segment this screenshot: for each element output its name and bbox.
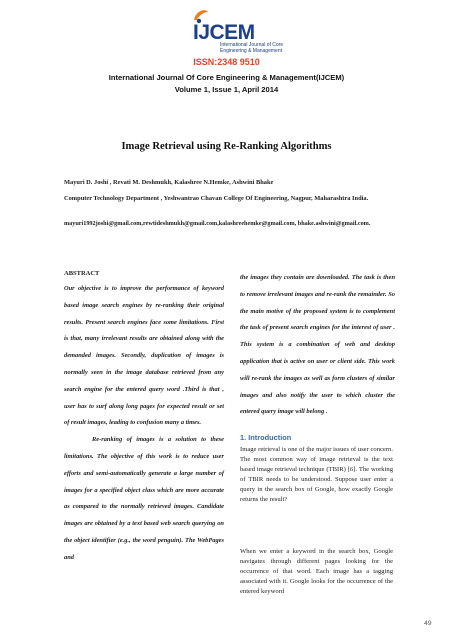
introduction-paragraph-1: Image retrieval is one of the major issues of user concern. The most common way of image retrieval is the text based image retrieval technique (TBIR) [6]. The working of TBIR needs to be understood. Suppose user enter a query in the search box of Google, how exactly Google returns the result? xyxy=(240,446,393,503)
page-number: 49 xyxy=(424,620,432,627)
logo-text: IJCEM xyxy=(193,21,255,44)
right-column xyxy=(240,270,395,421)
issn: ISSN:2348 9510 xyxy=(193,57,260,67)
paper-title: Image Retrieval using Re-Ranking Algorithms xyxy=(121,141,332,152)
svg-text:Engineering & Management: Engineering & Management xyxy=(220,48,282,54)
affiliation: Computer Technology Department , Yeshwantrao Chavan College Of Engineering, Nagpur, Maharashtra India. xyxy=(64,195,369,202)
abstract-continuation: the images they contain are downloaded. The task is then to remove irrelevant images and re-rank the remainder. So the main motive of the proposed system is to complement the task of present search engines for the interest of user . This system is a combination of web and desktop application that is active on user or client side. This work will re-rank the images as well as form clusters of similar images and also notify the user to which cluster the entered query image will belong . xyxy=(240,274,395,416)
abstract-column xyxy=(64,270,224,567)
journal-name: International Journal Of Core Engineering & Management(IJCEM) xyxy=(108,73,345,82)
abstract-paragraph-1: Our objective is to improve the performance of keyword based image search engines by re-ranking their original results. Present search engines face some limitations. First is that, many irrelevant results are obtained along with the demanded images. Secondly, duplication of images is normally seen in the image database retrieved from any search engine for the entered query word .Third is that , user has to surf along long pages for expected result or set of result images, leading to confusion many a times. xyxy=(64,285,224,427)
abstract-heading: ABSTRACT xyxy=(64,270,100,277)
ijcem-logo xyxy=(186,6,296,56)
svg-text:International Journal of Core: International Journal of Core xyxy=(220,42,284,48)
volume-issue: Volume 1, Issue 1, April 2014 xyxy=(174,85,279,94)
abstract-paragraph-2: Re-ranking of images is a solution to these limitations. The objective of this work is to reduce user efforts and semi-automatically generate a large number of images for a specified object class which are more accurate as compared to the normally retrieved images. Candidate images are obtained by a text based web search querying on the object identifier (e.g., the word penguin). The WebPages and xyxy=(64,436,224,561)
authors: Mayuri D. Joshi , Revati M. Deshmukh, Kalashree N.Hemke, Ashwini Bhake xyxy=(64,179,274,186)
introduction-heading: 1. Introduction xyxy=(240,433,292,442)
author-emails: mayuri1992joshi@gmail.com,rewtideshmukh@gmail.com,kalashreehemke@gmail.com, bhake.ashwini@gmail.com. xyxy=(64,220,371,227)
introduction-paragraph-2: When we enter a keyword in the search box, Google navigates through different pages looking for the occurrence of that word. Each image has a tagging associated with it. Google looks for the occurrence of the entered keyword xyxy=(240,548,393,595)
